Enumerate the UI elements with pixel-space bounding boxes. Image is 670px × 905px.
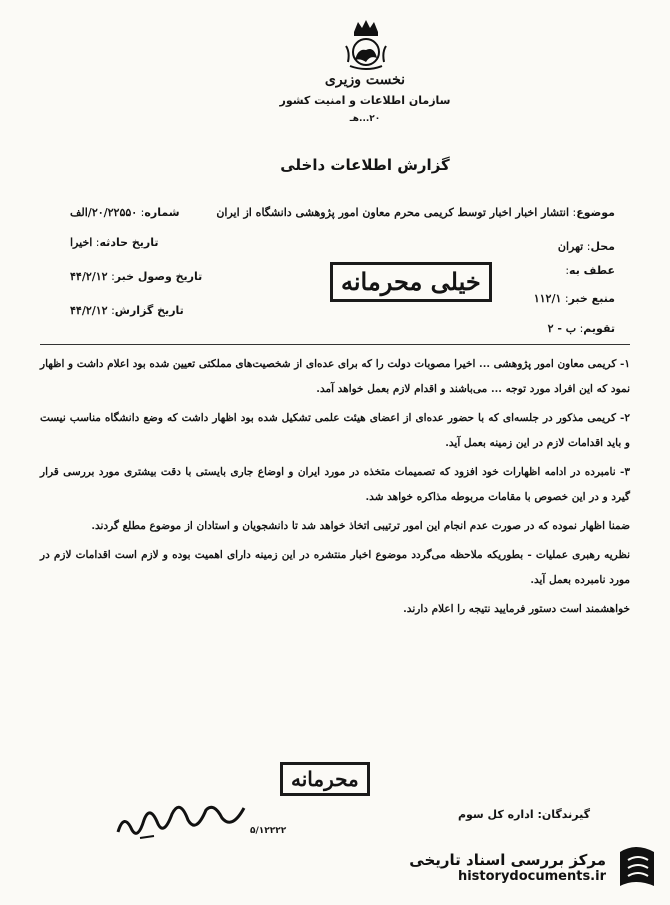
confidential-stamp: محرمانه (280, 762, 370, 796)
report-date-label: تاریخ گزارش (114, 304, 184, 317)
incident-date-field: تاریخ حادثه: اخیرا (70, 236, 159, 249)
ref-code: ۲۰...هـ (349, 114, 381, 124)
subject-label: موضوع (576, 206, 615, 219)
archive-logo-icon (614, 842, 660, 892)
report-body (40, 352, 630, 626)
lion-and-sun-emblem-icon (340, 18, 392, 72)
number-field: شماره: ۲۰/۲۲۵۵۰/الف (70, 206, 180, 219)
distribution-line: گیرندگان: اداره کل سوم (457, 808, 590, 821)
evaluation-value: ب - ۲ (547, 322, 577, 335)
organization-name: نخست وزیری (324, 72, 406, 88)
watermark-url: historydocuments.ir (457, 868, 606, 884)
watermark-arabic-text: مرکز بررسی اسناد تاریخی (409, 850, 606, 869)
number-label: شماره (144, 206, 180, 219)
department-name: سازمان اطلاعات و امنیت کشور (279, 94, 451, 107)
document-title: گزارش اطلاعات داخلی (280, 156, 450, 174)
attachment-label: عطف به (569, 264, 615, 277)
place-field: محل: تهران (557, 240, 615, 253)
body-paragraph: نظریه رهبری عملیات - بطوریکه ملاحظه می‌گردد موضوع اخبار منتشره در این زمینه دارای اهمیت بوده و لازم است اقدامات لازم در مورد نامبرده بعمل آید. (40, 549, 630, 586)
distribution-label: گیرندگان (541, 808, 590, 821)
source-value: ۱۱۲/۱ (533, 292, 562, 305)
receipt-date-value: ۴۴/۲/۱۲ (70, 270, 108, 283)
top-secret-stamp: خیلی محرمانه (330, 262, 492, 302)
receipt-date-label: تاریخ وصول خبر (114, 270, 203, 283)
body-paragraph: ضمنا اظهار نموده که در صورت عدم انجام این امور ترتیبی اتخاذ خواهد شد تا دانشجویان و استادان از موضوع مطلع گردند. (91, 520, 630, 532)
distribution-value: اداره کل سوم (457, 808, 534, 821)
evaluation-field: تقویم: ب - ۲ (547, 322, 615, 335)
body-paragraph: خواهشمند است دستور فرمایید نتیجه را اعلام دارند. (403, 603, 630, 615)
source-field: منبع خبر: ۱۱۲/۱ (533, 292, 615, 305)
place-label: محل (590, 240, 615, 253)
number-value: ۲۰/۲۲۵۵۰/الف (70, 206, 138, 219)
report-date-value: ۴۴/۲/۱۲ (70, 304, 108, 317)
evaluation-label: تقویم (583, 322, 615, 335)
attachment-field: عطف به: (565, 264, 615, 277)
handwritten-signature (110, 790, 250, 845)
place-value: تهران (557, 240, 584, 253)
incident-date-value: اخیرا (70, 236, 93, 249)
report-date-field: تاریخ گزارش: ۴۴/۲/۱۲ (70, 304, 184, 317)
source-label: منبع خبر (568, 292, 615, 305)
receipt-date-field: تاریخ وصول خبر: ۴۴/۲/۱۲ (70, 270, 203, 283)
subject-field: موضوع: انتشار اخبار اخبار توسط کریمی محرم معاون امور پژوهشی دانشگاه از ایران (216, 206, 615, 219)
body-paragraph: ۲- کریمی مذکور در جلسه‌ای که با حضور عده‌ای از اعضای هیئت علمی تشکیل شده بود اظهار داشت که وضع دانشگاه مناسب نیست و باید اقدامات لازم در این زمینه بعمل آید. (40, 412, 630, 449)
divider (40, 344, 630, 345)
body-paragraph: ۱- کریمی معاون امور پژوهشی ... اخیرا مصوبات دولت را که برای عده‌ای از شخصیت‌های مملکتی تعیین شده بود اعلام داشت و اظهار نمود که این افراد مورد توجه ... می‌باشند و اقدام لازم بعمل خواهد آمد. (40, 358, 630, 395)
archive-watermark (380, 838, 660, 896)
serial-number: ۵/۱۲۲۲۲ (250, 826, 287, 836)
incident-date-label: تاریخ حادثه (99, 236, 159, 249)
subject-value: انتشار اخبار اخبار توسط کریمی محرم معاون امور پژوهشی دانشگاه از ایران (216, 206, 570, 219)
body-paragraph: ۳- نامبرده در ادامه اظهارات خود افزود که تصمیمات متخذه در مورد ایران و اوضاع جاری بایستی با دقت بیشتری مورد بررسی قرار گیرد و در این خصوص با مقامات مربوطه مذاکره خواهد شد. (40, 466, 630, 503)
